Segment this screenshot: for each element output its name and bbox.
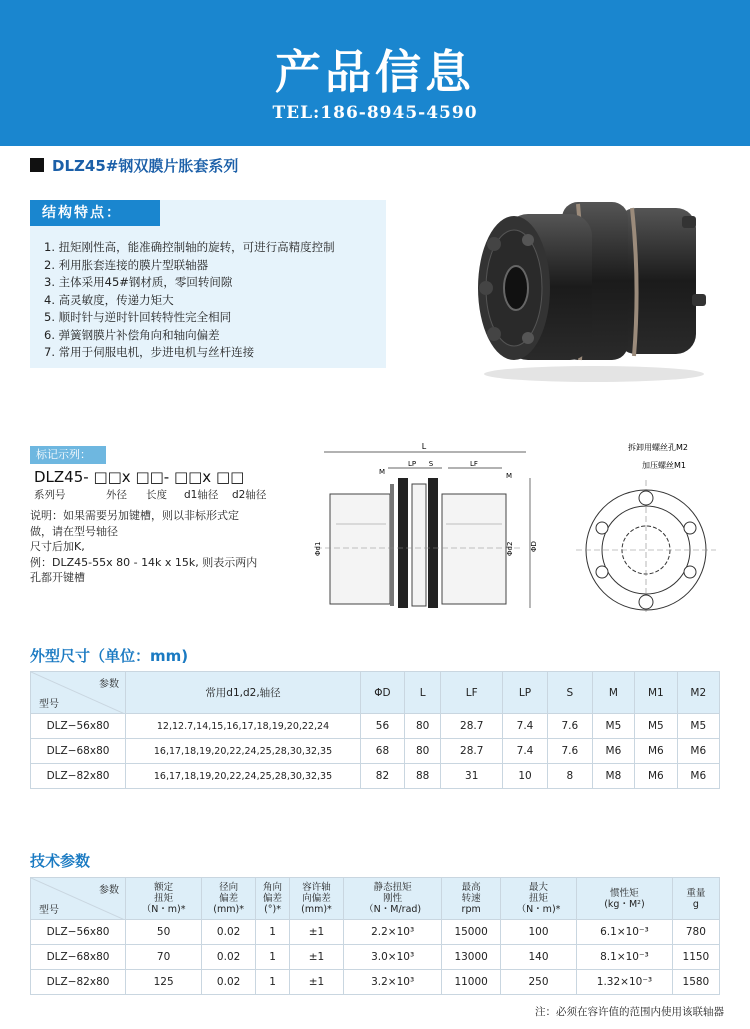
page-title: 产品信息 <box>275 45 475 99</box>
cell: M5 <box>592 714 634 739</box>
col-header: M <box>592 672 634 714</box>
cell: 3.0×10³ <box>343 945 442 970</box>
cell: 80 <box>404 739 440 764</box>
col-header: 惯性矩 (kg・M²) <box>577 878 673 920</box>
feature-item: 4. 高灵敏度，传递力矩大 <box>44 292 174 307</box>
dim-LP: LP <box>407 460 417 468</box>
cell: 7.6 <box>547 714 592 739</box>
cell: M5 <box>635 714 677 739</box>
cell: M5 <box>677 714 719 739</box>
dim-LF: LF <box>470 460 478 468</box>
col-header: 重量 g <box>672 878 719 920</box>
cell: DLZ−82x80 <box>31 764 126 789</box>
cell: 70 <box>126 945 202 970</box>
table-row <box>31 920 720 945</box>
cell: M6 <box>635 764 677 789</box>
tech-section-title: 技术参数 <box>30 852 91 870</box>
cell: 8.1×10⁻³ <box>577 945 673 970</box>
cell: 50 <box>126 920 202 945</box>
cell: 31 <box>441 764 503 789</box>
table-row <box>31 764 720 789</box>
dim-M-right: M <box>505 472 513 480</box>
cell: DLZ−56x80 <box>31 920 126 945</box>
col-header: 最高 转速 rpm <box>442 878 500 920</box>
feature-item: 2. 利用胀套连接的膜片型联轴器 <box>44 257 209 272</box>
cell: ±1 <box>290 945 344 970</box>
dim-M-left: M <box>378 468 386 476</box>
cell: ±1 <box>290 920 344 945</box>
note-line: 尺寸后加K, <box>30 540 85 553</box>
cell: 8 <box>547 764 592 789</box>
features-heading: 结构特点： <box>30 200 160 226</box>
cell: 13000 <box>442 945 500 970</box>
label-d1: d1轴径 <box>184 489 219 501</box>
cell: 7.4 <box>503 739 548 764</box>
cell: 1 <box>256 945 290 970</box>
table-corner-cell <box>31 672 126 714</box>
cell: 7.4 <box>503 714 548 739</box>
cell: 250 <box>500 970 576 995</box>
feature-item: 7. 常用于伺服电机，步进电机与丝杆连接 <box>44 345 255 359</box>
col-header: 容许轴 向偏差 (mm)* <box>290 878 344 920</box>
cell: 56 <box>361 714 405 739</box>
col-header: M1 <box>635 672 677 714</box>
feature-item: 3. 主体采用45#钢材质，零回转间隙 <box>44 275 233 289</box>
dim-D: ΦD <box>530 541 538 552</box>
technical-drawing <box>306 438 746 614</box>
cell: 82 <box>361 764 405 789</box>
marking-heading: 标记示列： <box>30 446 106 464</box>
col-header: 静态扭矩 刚性 （N・M/rad) <box>343 878 442 920</box>
cell: 0.02 <box>202 945 256 970</box>
label-d2: d2轴径 <box>232 489 267 501</box>
cell: DLZ−82x80 <box>31 970 126 995</box>
hole-m2-label: 拆卸用螺丝孔M2 <box>628 443 688 452</box>
cell: M6 <box>635 739 677 764</box>
table-row <box>31 714 720 739</box>
note-line: 例：DLZ45-55x 80 - 14k x 15k, 则表示两内 <box>30 555 258 569</box>
cell: 11000 <box>442 970 500 995</box>
feature-item: 6. 弹簧钢膜片补偿角向和轴向偏差 <box>44 327 220 342</box>
cell: M8 <box>592 764 634 789</box>
col-header: 最大 扭矩 （N・m)* <box>500 878 576 920</box>
cell: DLZ−68x80 <box>31 739 126 764</box>
cell: 16,17,18,19,20,22,24,25,28,30,32,35 <box>126 739 361 764</box>
cell: 1 <box>256 920 290 945</box>
cell: 68 <box>361 739 405 764</box>
cell: 7.6 <box>547 739 592 764</box>
col-header: M2 <box>677 672 719 714</box>
cell: DLZ−56x80 <box>31 714 126 739</box>
corner-params: 参数 <box>99 885 119 896</box>
dims-table <box>30 671 720 789</box>
dims-section-title: 外型尺寸（单位：mm) <box>30 647 189 665</box>
cell: 16,17,18,19,20,22,24,25,28,30,32,35 <box>126 764 361 789</box>
col-header: 径向 偏差 (mm)* <box>202 878 256 920</box>
cell: 3.2×10³ <box>343 970 442 995</box>
cell: 0.02 <box>202 920 256 945</box>
cell: M6 <box>677 764 719 789</box>
table-header-row <box>31 878 720 920</box>
col-header: 角向 偏差 (°)* <box>256 878 290 920</box>
coupling-product-photo <box>466 188 722 384</box>
corner-model: 型号 <box>39 905 59 916</box>
cell: 2.2×10³ <box>343 920 442 945</box>
cell: 15000 <box>442 920 500 945</box>
cell: 88 <box>404 764 440 789</box>
marking-note <box>30 508 290 586</box>
cell: 140 <box>500 945 576 970</box>
cell: M6 <box>592 739 634 764</box>
header-banner <box>0 0 750 146</box>
cell: 28.7 <box>441 714 503 739</box>
model-code-pattern: DLZ45- □□x □□- □□x □□ <box>34 468 245 486</box>
feature-item: 1. 扭矩刚性高，能准确控制轴的旋转，可进行高精度控制 <box>44 240 335 254</box>
col-header: LP <box>503 672 548 714</box>
col-header: 常用d1,d2,轴径 <box>126 672 361 714</box>
cell: 0.02 <box>202 970 256 995</box>
dim-d2: Φd2 <box>506 541 514 556</box>
cell: 6.1×10⁻³ <box>577 920 673 945</box>
dim-S: S <box>428 460 434 468</box>
footnote: 注：必须在容许值的范围内使用该联轴器 <box>535 1006 724 1018</box>
cell: 1 <box>256 970 290 995</box>
hole-m1-label: 加压螺丝M1 <box>642 461 686 470</box>
cell: M6 <box>677 739 719 764</box>
phone-number: TEL:186-8945-4590 <box>272 103 478 123</box>
table-row <box>31 970 720 995</box>
cell: ±1 <box>290 970 344 995</box>
dim-L: L <box>421 442 427 451</box>
cell: DLZ−68x80 <box>31 945 126 970</box>
label-outer-diameter: 外径 <box>106 489 127 501</box>
table-row <box>31 945 720 970</box>
table-header-row <box>31 672 720 714</box>
series-title: DLZ45#钢双膜片胀套系列 <box>52 157 239 175</box>
col-header: S <box>547 672 592 714</box>
col-header: L <box>404 672 440 714</box>
col-header: 额定 扭矩 （N・m)* <box>126 878 202 920</box>
col-header: ΦD <box>361 672 405 714</box>
note-line: 孔都开键槽 <box>30 571 85 584</box>
col-header: LF <box>441 672 503 714</box>
bullet-square-icon <box>30 158 44 172</box>
cell: 1.32×10⁻³ <box>577 970 673 995</box>
cell: 12,12.7,14,15,16,17,18,19,20,22,24 <box>126 714 361 739</box>
cell: 28.7 <box>441 739 503 764</box>
cell: 1580 <box>672 970 719 995</box>
corner-model: 型号 <box>39 699 59 710</box>
cell: 80 <box>404 714 440 739</box>
note-line: 说明：如果需要另加键槽，则以非标形式定 <box>30 509 239 522</box>
dim-d1: Φd1 <box>314 541 322 556</box>
tech-table <box>30 877 720 995</box>
feature-item: 5. 顺时针与逆时针回转特性完全相同 <box>44 310 232 324</box>
label-length: 长度 <box>146 489 167 501</box>
table-corner-cell <box>31 878 126 920</box>
label-series: 系列号 <box>34 489 66 501</box>
cell: 1150 <box>672 945 719 970</box>
cell: 780 <box>672 920 719 945</box>
corner-params: 参数 <box>99 679 119 690</box>
table-row <box>31 739 720 764</box>
note-line: 做，请在型号轴径 <box>30 524 118 538</box>
cell: 125 <box>126 970 202 995</box>
features-list <box>44 239 335 362</box>
cell: 10 <box>503 764 548 789</box>
cell: 100 <box>500 920 576 945</box>
